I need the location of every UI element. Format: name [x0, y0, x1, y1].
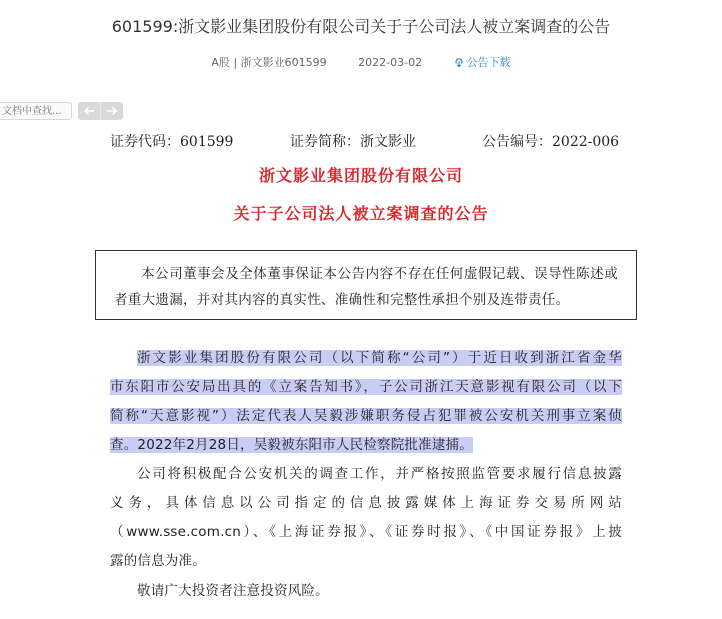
paragraph-line: 露的信息为准。	[110, 553, 206, 569]
announcement-meta	[0, 54, 722, 70]
arrow-right-icon	[106, 106, 118, 116]
find-toolbar	[0, 101, 123, 121]
find-next-button[interactable]	[100, 102, 123, 120]
security-short-name: 证券简称：浙文影业	[290, 134, 416, 150]
company-name: 浙文影业集团股份有限公司	[258, 166, 463, 185]
publish-date: 2022-03-02	[358, 56, 423, 69]
announcement-number: 公告编号：2022-006	[482, 134, 620, 150]
paragraph-risk	[110, 577, 622, 606]
meta-separator: |	[233, 56, 238, 69]
download-link[interactable]	[454, 56, 511, 69]
disclaimer-box: 本公司董事会及全体董事保证本公告内容不存在任何虚假记载、误导性陈述或者重大遗漏，并对其内容的真实性、准确性和完整性承担个别及连带责任。	[95, 250, 637, 320]
paragraph-line: 敬请广大投资者注意投资风险。	[137, 583, 329, 599]
find-input[interactable]	[0, 102, 72, 120]
market-label: A股	[211, 56, 230, 69]
paragraph-main	[110, 344, 622, 460]
paragraph-line: 义务，具体信息以公司指定的信息披露媒体上海证券交易所网站	[110, 495, 622, 511]
paragraph-line: 市东阳市公安局出具的《立案告知书》，子公司浙江天意影视有限公司（以下	[110, 379, 622, 395]
security-code: 证券代码：601599	[110, 134, 234, 150]
arrow-left-icon	[83, 106, 95, 116]
paragraph-line: （www.sse.com.cn）、《上海证券报》、《证券时报》、《中国证券报》上披	[110, 524, 622, 540]
paragraph-line: 公司将积极配合公安机关的调查工作，并严格按照监管要求履行信息披露	[137, 466, 622, 482]
paragraph-cooperation	[110, 460, 622, 576]
page-title: 601599:浙文影业集团股份有限公司关于子公司法人被立案调查的公告	[111, 17, 611, 36]
paragraph-line: 简称“天意影视”）法定代表人吴毅涉嫌职务侵占犯罪被公安机关刑事立案侦	[110, 408, 622, 424]
stock-label: 浙文影业601599	[240, 56, 327, 69]
announcement-title: 关于子公司法人被立案调查的公告	[233, 204, 489, 223]
download-label: 公告下载	[466, 56, 511, 69]
paragraph-line: 查。2022年2月28日，吴毅被东阳市人民检察院批准逮捕。	[110, 437, 473, 453]
find-prev-button[interactable]	[78, 102, 100, 120]
download-icon	[454, 57, 464, 67]
find-nav	[78, 102, 123, 120]
paragraph-line: 浙文影业集团股份有限公司（以下简称“公司”）于近日收到浙江省金华	[137, 350, 622, 366]
